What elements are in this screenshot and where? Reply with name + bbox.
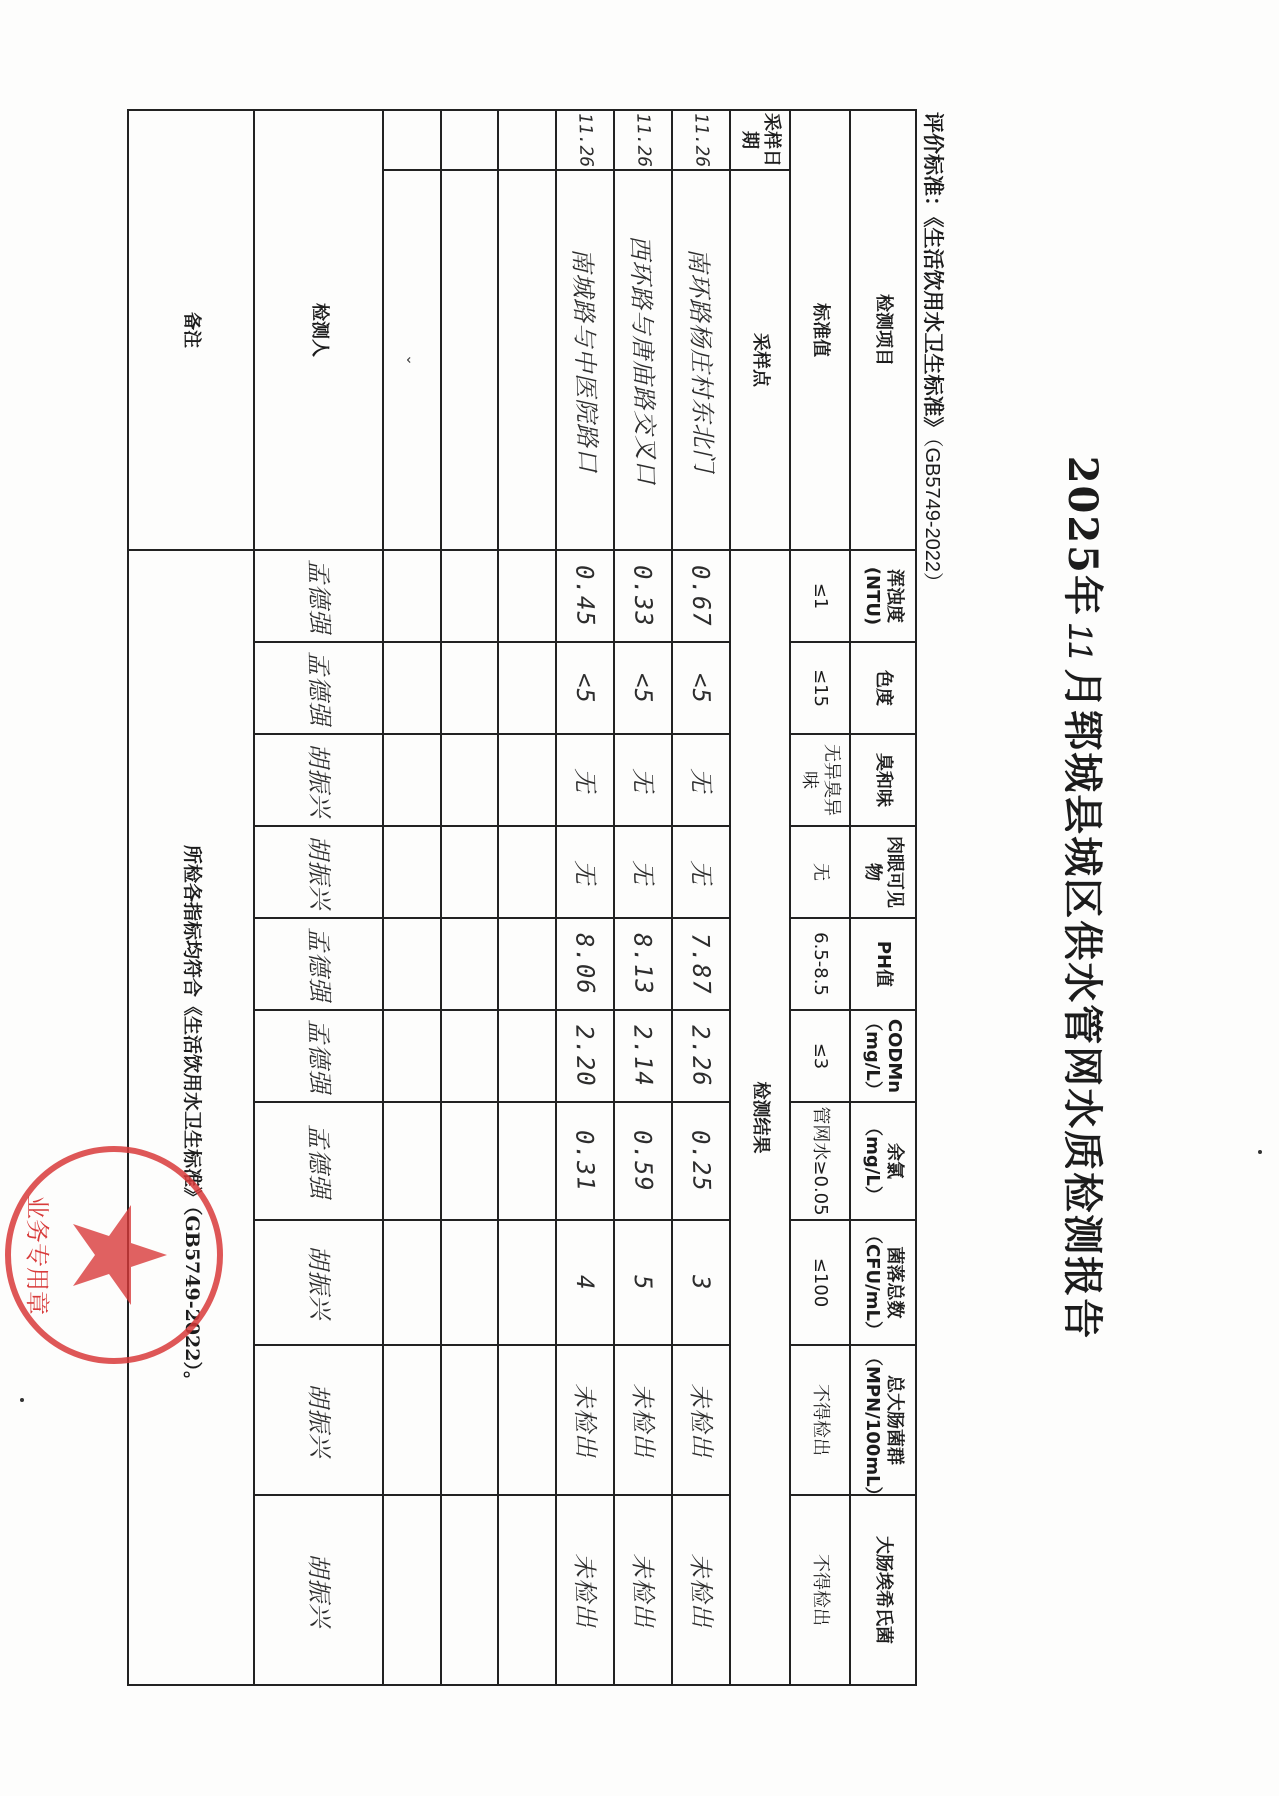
evaluation-standard <box>919 112 949 592</box>
sample-date <box>556 110 614 170</box>
standard-code: （GB5749-2022） <box>921 437 943 593</box>
title-month: 11 <box>1061 623 1099 663</box>
result-text: 0.31 <box>570 1129 600 1193</box>
table-row <box>614 110 672 1685</box>
result-cell <box>672 1102 730 1220</box>
report-title <box>1057 200 1114 1596</box>
header-results-cell: 检测结果 <box>730 550 790 1685</box>
result-text: 无 <box>628 767 658 793</box>
standard-value: ≤1 <box>790 550 850 642</box>
inspector-cell <box>254 1495 382 1685</box>
inspector-cell <box>254 1010 382 1102</box>
result-text: 7.87 <box>686 932 716 996</box>
standard-value: ≤3 <box>790 1010 850 1102</box>
result-cell <box>556 1345 614 1495</box>
result-text: 0.67 <box>686 564 716 628</box>
sample-date <box>672 110 730 170</box>
standard-label: 评价标准： <box>921 112 946 217</box>
sample-date-text: 11.26 <box>574 112 598 168</box>
table-row <box>556 110 614 1685</box>
inspector-signature: 孟德强 <box>303 1123 334 1199</box>
result-cell <box>556 1220 614 1345</box>
result-text: 未检出 <box>685 1552 716 1628</box>
result-text: <5 <box>686 672 716 704</box>
empty-row <box>383 110 441 1685</box>
result-text: 未检出 <box>570 1552 601 1628</box>
result-cell <box>556 1010 614 1102</box>
sample-site-text: 西环路与唐庙路交叉口 <box>625 234 661 486</box>
result-text: 2.14 <box>628 1024 658 1088</box>
result-cell <box>614 734 672 826</box>
col-header: CODMn（mg/L） <box>850 1010 916 1102</box>
result-text: 3 <box>686 1274 716 1291</box>
sample-site-text: 南城路与中医院路口 <box>568 247 603 473</box>
col-header: 浑浊度(NTU) <box>850 550 916 642</box>
result-cell <box>556 550 614 642</box>
inspector-cell <box>254 642 382 734</box>
result-text: 未检出 <box>570 1382 601 1458</box>
standard-value: ≤15 <box>790 642 850 734</box>
inspector-cell <box>254 550 382 642</box>
standard-value: 无 <box>790 826 850 918</box>
result-text: 无 <box>570 767 600 793</box>
result-text: 2.20 <box>570 1024 600 1088</box>
inspector-cell <box>254 826 382 918</box>
standard-name: 《生活饮用水卫生标准》 <box>921 217 946 438</box>
result-cell <box>614 550 672 642</box>
result-text: 0.33 <box>628 564 658 628</box>
inspector-signature: 胡振兴 <box>303 742 334 818</box>
result-cell <box>556 734 614 826</box>
result-cell <box>614 1010 672 1102</box>
col-header: 臭和味 <box>850 734 916 826</box>
scan-speck <box>20 1398 24 1402</box>
result-text: 8.06 <box>570 932 600 996</box>
result-text: 0.25 <box>686 1129 716 1193</box>
result-text: 无 <box>628 859 658 885</box>
inspector-signature: 孟德强 <box>303 558 334 634</box>
inspector-signature: 孟德强 <box>303 1018 334 1094</box>
col-header: PH值 <box>850 918 916 1010</box>
result-cell <box>672 1010 730 1102</box>
inspector-label: 检测人 <box>254 110 382 550</box>
sample-site <box>614 170 672 550</box>
col-header: 总大肠菌群（MPN/100mL） <box>850 1345 916 1495</box>
header-standard-cell: 标准值 <box>790 110 850 550</box>
result-cell <box>672 918 730 1010</box>
result-cell <box>556 826 614 918</box>
standard-value: 6.5-8.5 <box>790 918 850 1010</box>
inspector-signature: 胡振兴 <box>303 1382 334 1458</box>
result-text: <5 <box>628 672 658 704</box>
result-cell <box>672 1345 730 1495</box>
header-item-cell: 检测项目 <box>850 110 916 550</box>
result-cell <box>672 550 730 642</box>
result-text: 未检出 <box>685 1382 716 1458</box>
col-header: 余氯（mg/L） <box>850 1102 916 1220</box>
result-cell <box>614 1345 672 1495</box>
seal-inner-text: 业务专用章 <box>23 1195 51 1315</box>
inspector-signature: 孟德强 <box>303 926 334 1002</box>
result-text: 8.13 <box>628 932 658 996</box>
title-text: 月郓城县城区供水管网水质检测报告 <box>1059 668 1106 1341</box>
empty-row <box>441 110 499 1685</box>
inspector-signature: 胡振兴 <box>303 1552 334 1628</box>
result-text: 无 <box>570 859 600 885</box>
inspector-signature: 胡振兴 <box>303 834 334 910</box>
standard-value: 无异臭异味 <box>790 734 850 826</box>
result-cell <box>672 1220 730 1345</box>
result-cell <box>614 1220 672 1345</box>
inspector-cell <box>254 1102 382 1220</box>
col-header: 大肠埃希氏菌 <box>850 1495 916 1685</box>
result-text: 2.26 <box>686 1024 716 1088</box>
result-cell <box>614 1102 672 1220</box>
result-cell <box>556 918 614 1010</box>
title-year: 2025年 <box>1059 455 1106 618</box>
inspector-signature: 孟德强 <box>303 650 334 726</box>
sample-date-text: 11.26 <box>632 112 655 168</box>
result-text: 无 <box>686 859 716 885</box>
inspector-signature: 胡振兴 <box>303 1244 334 1321</box>
standard-value: 不得检出 <box>790 1345 850 1495</box>
result-cell <box>556 642 614 734</box>
sample-date <box>614 110 672 170</box>
sample-site-text: 南环路杨庄村东北门 <box>683 247 718 473</box>
remarks-cell <box>128 550 254 1685</box>
result-text: <5 <box>570 672 600 704</box>
result-cell <box>672 642 730 734</box>
inspector-cell <box>254 1345 382 1495</box>
result-text: 5 <box>628 1274 658 1291</box>
result-text: 4 <box>570 1274 600 1291</box>
remarks-row <box>128 110 254 1685</box>
inspector-cell <box>254 1220 382 1345</box>
result-cell <box>672 826 730 918</box>
result-text: 无 <box>686 767 716 793</box>
col-header: 菌落总数（CFU/mL） <box>850 1220 916 1345</box>
table-row <box>672 110 730 1685</box>
official-seal-icon <box>0 1140 229 1370</box>
remarks-label: 备注 <box>128 110 254 550</box>
result-text: 0.59 <box>628 1129 658 1193</box>
header-site-cell: 采样点 <box>730 170 790 550</box>
sample-site <box>556 170 614 550</box>
inspector-cell <box>254 918 382 1010</box>
sample-date-text: 11.26 <box>690 112 713 168</box>
result-cell <box>672 734 730 826</box>
col-header: 肉眼可见物 <box>850 826 916 918</box>
result-cell <box>556 1495 614 1685</box>
header-row-standard <box>790 110 850 1685</box>
standard-value: 不得检出 <box>790 1495 850 1685</box>
col-header: 色度 <box>850 642 916 734</box>
result-cell <box>614 826 672 918</box>
result-cell <box>614 918 672 1010</box>
standard-value: 管网水≥0.05 <box>790 1102 850 1220</box>
sample-site <box>672 170 730 550</box>
stray-mark: ⌄ <box>403 354 419 366</box>
inspector-row <box>254 110 382 1685</box>
result-text: 0.45 <box>570 564 600 628</box>
result-cell <box>556 1102 614 1220</box>
result-text: 未检出 <box>628 1382 658 1458</box>
result-cell <box>672 1495 730 1685</box>
header-date-cell: 采样日期 <box>730 110 790 170</box>
scan-speck <box>1258 1150 1262 1154</box>
result-text: 未检出 <box>628 1552 658 1628</box>
result-cell <box>614 642 672 734</box>
empty-row <box>498 110 556 1685</box>
standard-value: ≤100 <box>790 1220 850 1345</box>
inspector-cell <box>254 734 382 826</box>
header-row-items <box>850 110 916 1685</box>
water-quality-table <box>127 109 917 1686</box>
header-row-site <box>730 110 790 1685</box>
result-cell <box>614 1495 672 1685</box>
remarks-text: 所检各指标均符合《生活饮用水卫生标准》（GB5749-2022）。 <box>181 845 204 1390</box>
